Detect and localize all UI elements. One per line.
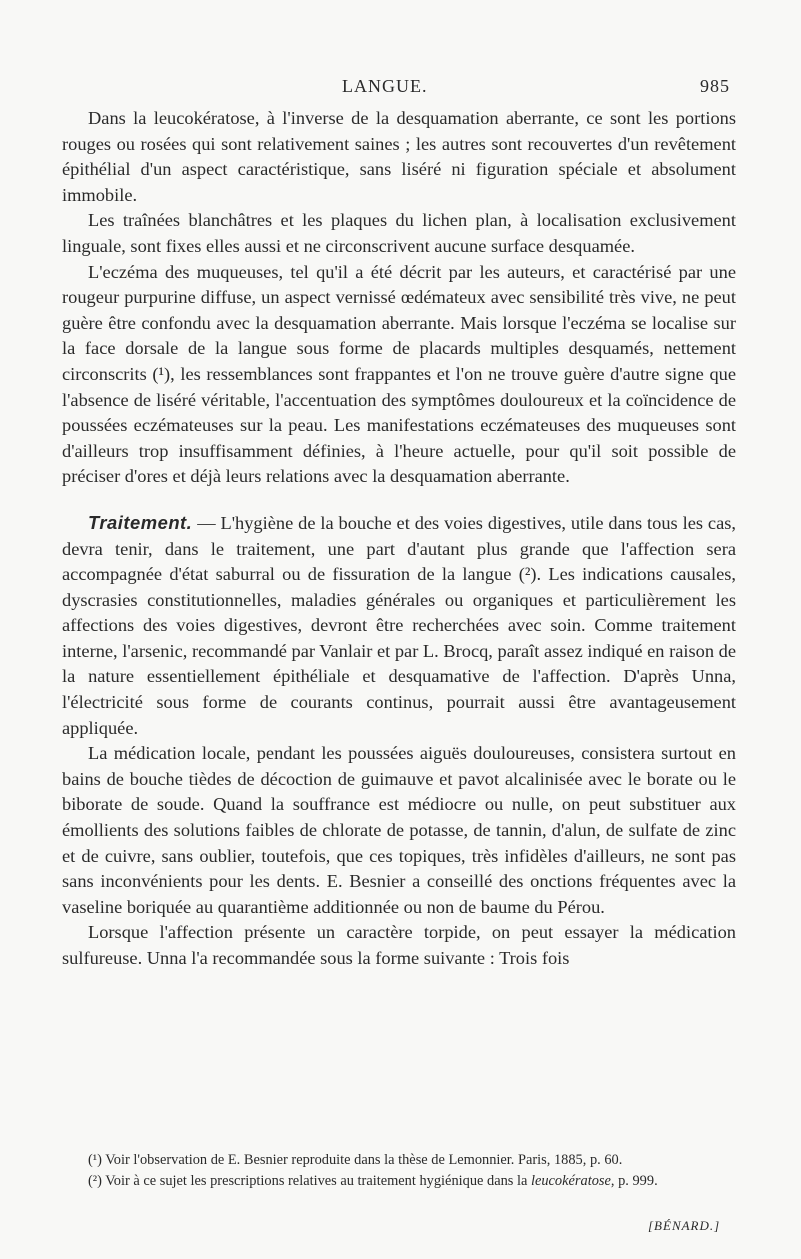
footnote-ref-1: (¹) (152, 363, 171, 384)
paragraph-traitement (62, 510, 736, 741)
footnote-1-mark: (¹) (88, 1152, 102, 1168)
footnote-2 (62, 1171, 736, 1192)
footnote-1 (62, 1150, 736, 1171)
paragraph-eczema (62, 260, 736, 490)
main-text (62, 106, 736, 972)
footnote-1-text: Voir l'observation de E. Besnier reproduite dans la thèse de Lemonnier. Paris, 1885, p. 60. (101, 1152, 623, 1168)
section-heading-traitement: Traitement. (88, 511, 193, 533)
paragraph-medication-sulfureuse: Lorsque l'affection présente un caractère torpide, on peut essayer la médication sulfureuse. Unna l'a recommandée sous la forme suivante : Trois fois (62, 922, 736, 968)
paragraph-eczema-text-b: , les ressemblances sont frappantes et l'on ne trouve guère d'autre signe que l'absence de liséré véritable, l'accentuation des symptômes douloureux et la coïncidence de poussées eczémateuses sur la peau. Les manifestations eczémateuses des muqueuses sont d'ailleurs trop insuffisamment définies, à l'heure actuelle, pour qu'il soit possible de préciser d'ores et déjà leurs relations avec la desquamation aberrante. (62, 363, 736, 487)
footnotes (62, 1150, 736, 1191)
footnote-2-mark: (²) (88, 1172, 102, 1189)
page-number: 985 (700, 76, 730, 96)
paragraph-medication-locale: La médication locale, pendant les poussées aiguës douloureuses, consistera surtout en bains de bouche tièdes de décoction de guimauve et pavot alcalinisée avec le borate ou le biborate de soude. Quand la souffrance est médiocre ou nulle, on peut substituer aux émollients des solutions faibles de chlorate de potasse, de tannin, d'alun, de sulfate de zinc et de cuivre, sans oublier, toutefois, que ces topiques, très infidèles d'ailleurs, ne sont pas sans inconvénients pour les dents. E. Besnier a conseillé des onctions fréquentes avec la vaseline boriquée au quarantième additionnée ou non de baume du Pérou. (62, 743, 736, 917)
footnote-2-end: , p. 999. (610, 1172, 658, 1189)
footnote-ref-2: (²) (518, 564, 537, 585)
traitement-text-b: . Les indications causales, dyscrasies constitutionnelles, maladies générales ou organiques et particulièrement les affections des voies digestives, devront être recherchées avec soin. Comme traitement interne, l'arsenic, recommandé par Vanlair et par L. Brocq, paraît assez indiqué en raison de la nature essentiellement épithéliale et desquamative de l'affection. D'après Unna, l'électricité sous forme de courants continus, pourrait aussi être avantageusement appliquée. (62, 564, 736, 738)
paragraph-lichen-plan: Les traînées blanchâtres et les plaques du lichen plan, à localisation exclusivement linguale, sont fixes elles aussi et ne circonscrivent aucune surface desquamée. (62, 210, 736, 256)
traitement-text-a: — L'hygiène de la bouche et des voies digestives, utile dans tous les cas, devra tenir, dans le traitement, une part d'autant plus grande que l'affection sera accompagnée d'état saburral ou de fissuration de la langue (62, 512, 736, 585)
paragraph-eczema-text-a: L'eczéma des muqueuses, tel qu'il a été décrit par les auteurs, et caractérisé par une rougeur purpurine diffuse, un aspect vernissé œdémateux avec sensibilité très vive, ne peut guère être confondu avec la desquamation aberrante. Mais lorsque l'eczéma se localise sur la face dorsale de la langue sous forme de placards multiples desquamés, nettement circonscrits (62, 261, 736, 384)
paragraph-leucokeratose: Dans la leucokératose, à l'inverse de la desquamation aberrante, ce sont les portions rouges ou rosées qui sont relativement saines ; les autres sont recouvertes d'un revêtement épithélial d'un aspect caractéristique, sans liséré ni figuration spéciale et absolument immobile. (62, 108, 736, 205)
footnote-2-text: Voir à ce sujet les prescriptions relatives au traitement hygiénique dans la (101, 1172, 531, 1189)
footnote-2-italic: leucokératose (530, 1172, 611, 1189)
running-title: LANGUE. (342, 76, 428, 96)
signature: [BÉNARD.] (648, 1218, 721, 1233)
running-header (0, 76, 801, 106)
